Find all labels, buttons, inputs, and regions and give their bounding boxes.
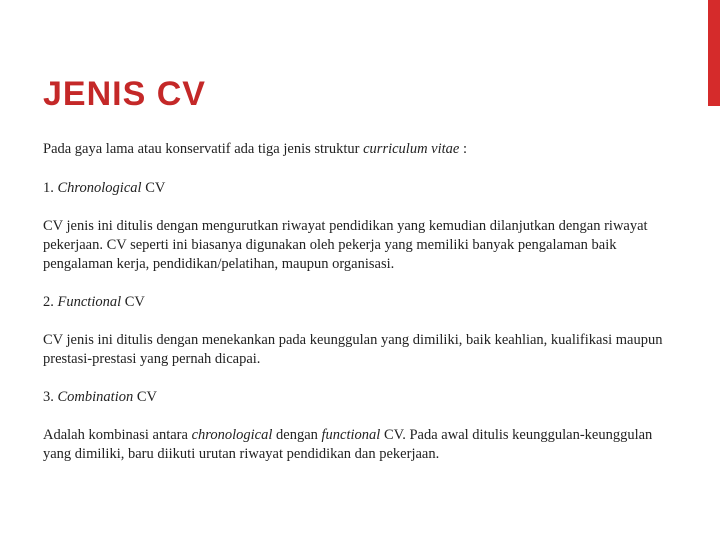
section-term: Functional (57, 294, 122, 310)
section-label-suffix: CV (133, 389, 158, 405)
section-heading-chronological (43, 179, 683, 198)
section-label-suffix: CV (121, 294, 145, 310)
intro-paragraph (43, 140, 683, 159)
body-text: Adalah kombinasi antara (43, 427, 192, 443)
section-term: Chronological (57, 180, 142, 196)
body-text: dengan (272, 427, 322, 443)
section-body-functional: CV jenis ini ditulis dengan menekankan pada keunggulan yang dimiliki, baik keahlian, kualifikasi maupun prestasi-prestasi yang pernah dicapai. (43, 332, 663, 367)
section-label-suffix: CV (141, 180, 166, 196)
intro-prefix: Pada gaya lama atau konservatif ada tiga jenis struktur (43, 141, 364, 157)
page-title: JENIS CV (43, 75, 206, 113)
body-term-functional: functional (321, 427, 381, 443)
body-text: CV. Pada awal ditulis keunggulan-keunggulan yang dimiliki, baru diikuti urutan riwayat pendidikan dan pekerjaan. (43, 427, 653, 462)
section-term: Combination (57, 389, 134, 405)
slide-content (43, 140, 683, 483)
body-term-chronological: chronological (191, 427, 273, 443)
section-body-combination (43, 426, 683, 464)
accent-bar (708, 0, 720, 106)
intro-term: curriculum vitae (363, 141, 460, 157)
intro-suffix: : (459, 141, 468, 157)
section-number: 3. (43, 389, 54, 405)
section-heading-combination (43, 388, 683, 407)
section-body-chronological: CV jenis ini ditulis dengan mengurutkan riwayat pendidikan yang kemudian dilanjutkan dengan riwayat pekerjaan. CV seperti ini biasanya digunakan oleh pekerja yang memiliki banyak pengalaman baik pengalaman kerja, pendidikan/pelatihan, maupun organisasi. (43, 218, 648, 272)
section-number: 2. (43, 294, 54, 310)
section-heading-functional (43, 293, 683, 312)
section-number: 1. (43, 180, 54, 196)
